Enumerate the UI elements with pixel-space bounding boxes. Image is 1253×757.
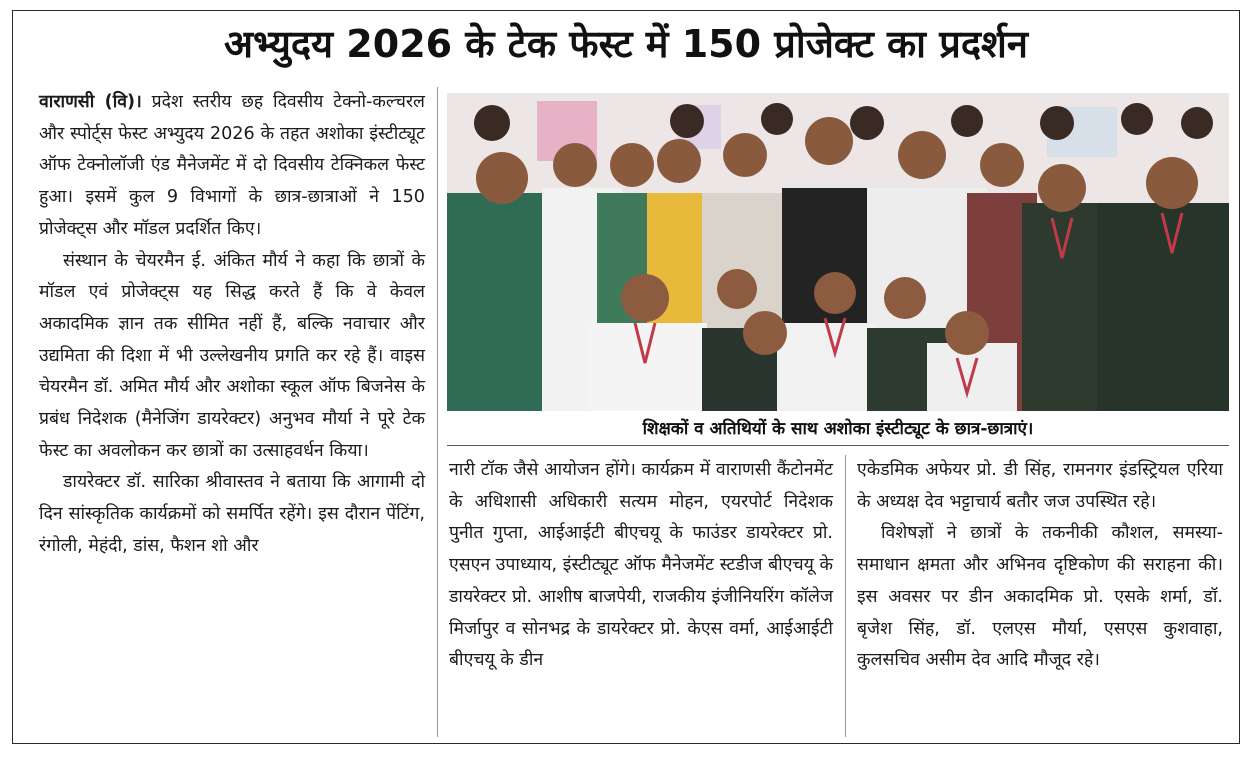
headline: अभ्युदय 2026 के टेक फेस्ट में 150 प्रोजेक्ट का प्रदर्शन	[223, 22, 1028, 66]
group-photo-illustration	[447, 93, 1229, 411]
column-1	[39, 87, 425, 563]
column-3	[857, 455, 1223, 677]
column-2	[449, 455, 833, 677]
dateline: वाराणसी (वि)।	[39, 92, 142, 112]
column-divider-2	[845, 455, 846, 737]
paragraph-5: एकेडमिक अफेयर प्रो. डी सिंह, रामनगर इंडस्ट्रियल एरिया के अध्यक्ष देव भट्टाचार्य बतौर जज उपस्थित रहे।	[857, 460, 1223, 512]
paragraph-6: विशेषज्ञों ने छात्रों के तकनीकी कौशल, समस्या-समाधान क्षमता और अभिनव दृष्टिकोण की सराहना की। इस अवसर पर डीन अकादमिक प्रो. एसके शर्मा, डॉ. बृजेश सिंह, डॉ. एलएस मौर्या, एसएस कुशवाहा, कुलसचिव असीम देव आदि मौजूद रहे।	[857, 523, 1223, 671]
column-divider	[437, 87, 438, 737]
paragraph-1-text: प्रदेश स्तरीय छह दिवसीय टेक्नो-कल्चरल और स्पोर्ट्स फेस्ट अभ्युदय 2026 के तहत अशोका इंस्टीट्यूट ऑफ टेक्नोलॉजी एंड मैनेजमेंट में दो दिवसीय टेक्निकल फेस्ट हुआ। इसमें कुल 9 विभागों के छात्र-छात्राओं ने 150 प्रोजेक्ट्स और मॉडल प्रदर्शित किए।	[39, 92, 425, 239]
photo-caption: शिक्षकों व अतिथियों के साथ अशोका इंस्टीट्यूट के छात्र-छात्राएं।	[642, 419, 1034, 439]
paragraph-intro	[39, 87, 425, 246]
paragraph-2: संस्थान के चेयरमैन ई. अंकित मौर्य ने कहा कि छात्रों के मॉडल एवं प्रोजेक्ट्स यह सिद्ध करते हैं कि वे केवल अकादमिक ज्ञान तक सीमित नहीं हैं, बल्कि नवाचार और उद्यमिता की दिशा में भी उल्लेखनीय प्रगति कर रहे हैं। वाइस चेयरमैन डॉ. अमित मौर्य और अशोका स्कूल ऑफ बिजनेस के प्रबंध निदेशक (मैनेजिंग डायरेक्टर) अनुभव मौर्या ने पूरे टेक फेस्ट का अवलोकन कर छात्रों का उत्साहवर्धन किया।	[39, 250, 425, 461]
paragraph-3: डायरेक्टर डॉ. सारिका श्रीवास्तव ने बताया कि आगामी दो दिन सांस्कृतिक कार्यक्रमों को समर्पित रहेंगे। इस दौरान पेंटिंग, रंगोली, मेहंदी, डांस, फैशन शो और	[39, 472, 425, 556]
group-photo	[447, 93, 1229, 411]
paragraph-4: नारी टॉक जैसे आयोजन होंगे। कार्यक्रम में वाराणसी कैंटोनमेंट के अधिशासी अधिकारी सत्यम मोहन, एयरपोर्ट निदेशक पुनीत गुप्ता, आईआईटी बीएचयू के फाउंडर डायरेक्टर प्रो. एसएन उपाध्याय, इंस्टीट्यूट ऑफ मैनेजमेंट स्टडीज बीएचयू के डायरेक्टर प्रो. आशीष बाजपेयी, राजकीय इंजीनियरिंग कॉलेज मिर्जापुर व सोनभद्र के डायरेक्टर प्रो. केएस वर्मा, आईआईटी बीएचयू के डीन	[449, 460, 833, 671]
news-clipping	[12, 10, 1240, 744]
caption-rule	[447, 445, 1229, 446]
